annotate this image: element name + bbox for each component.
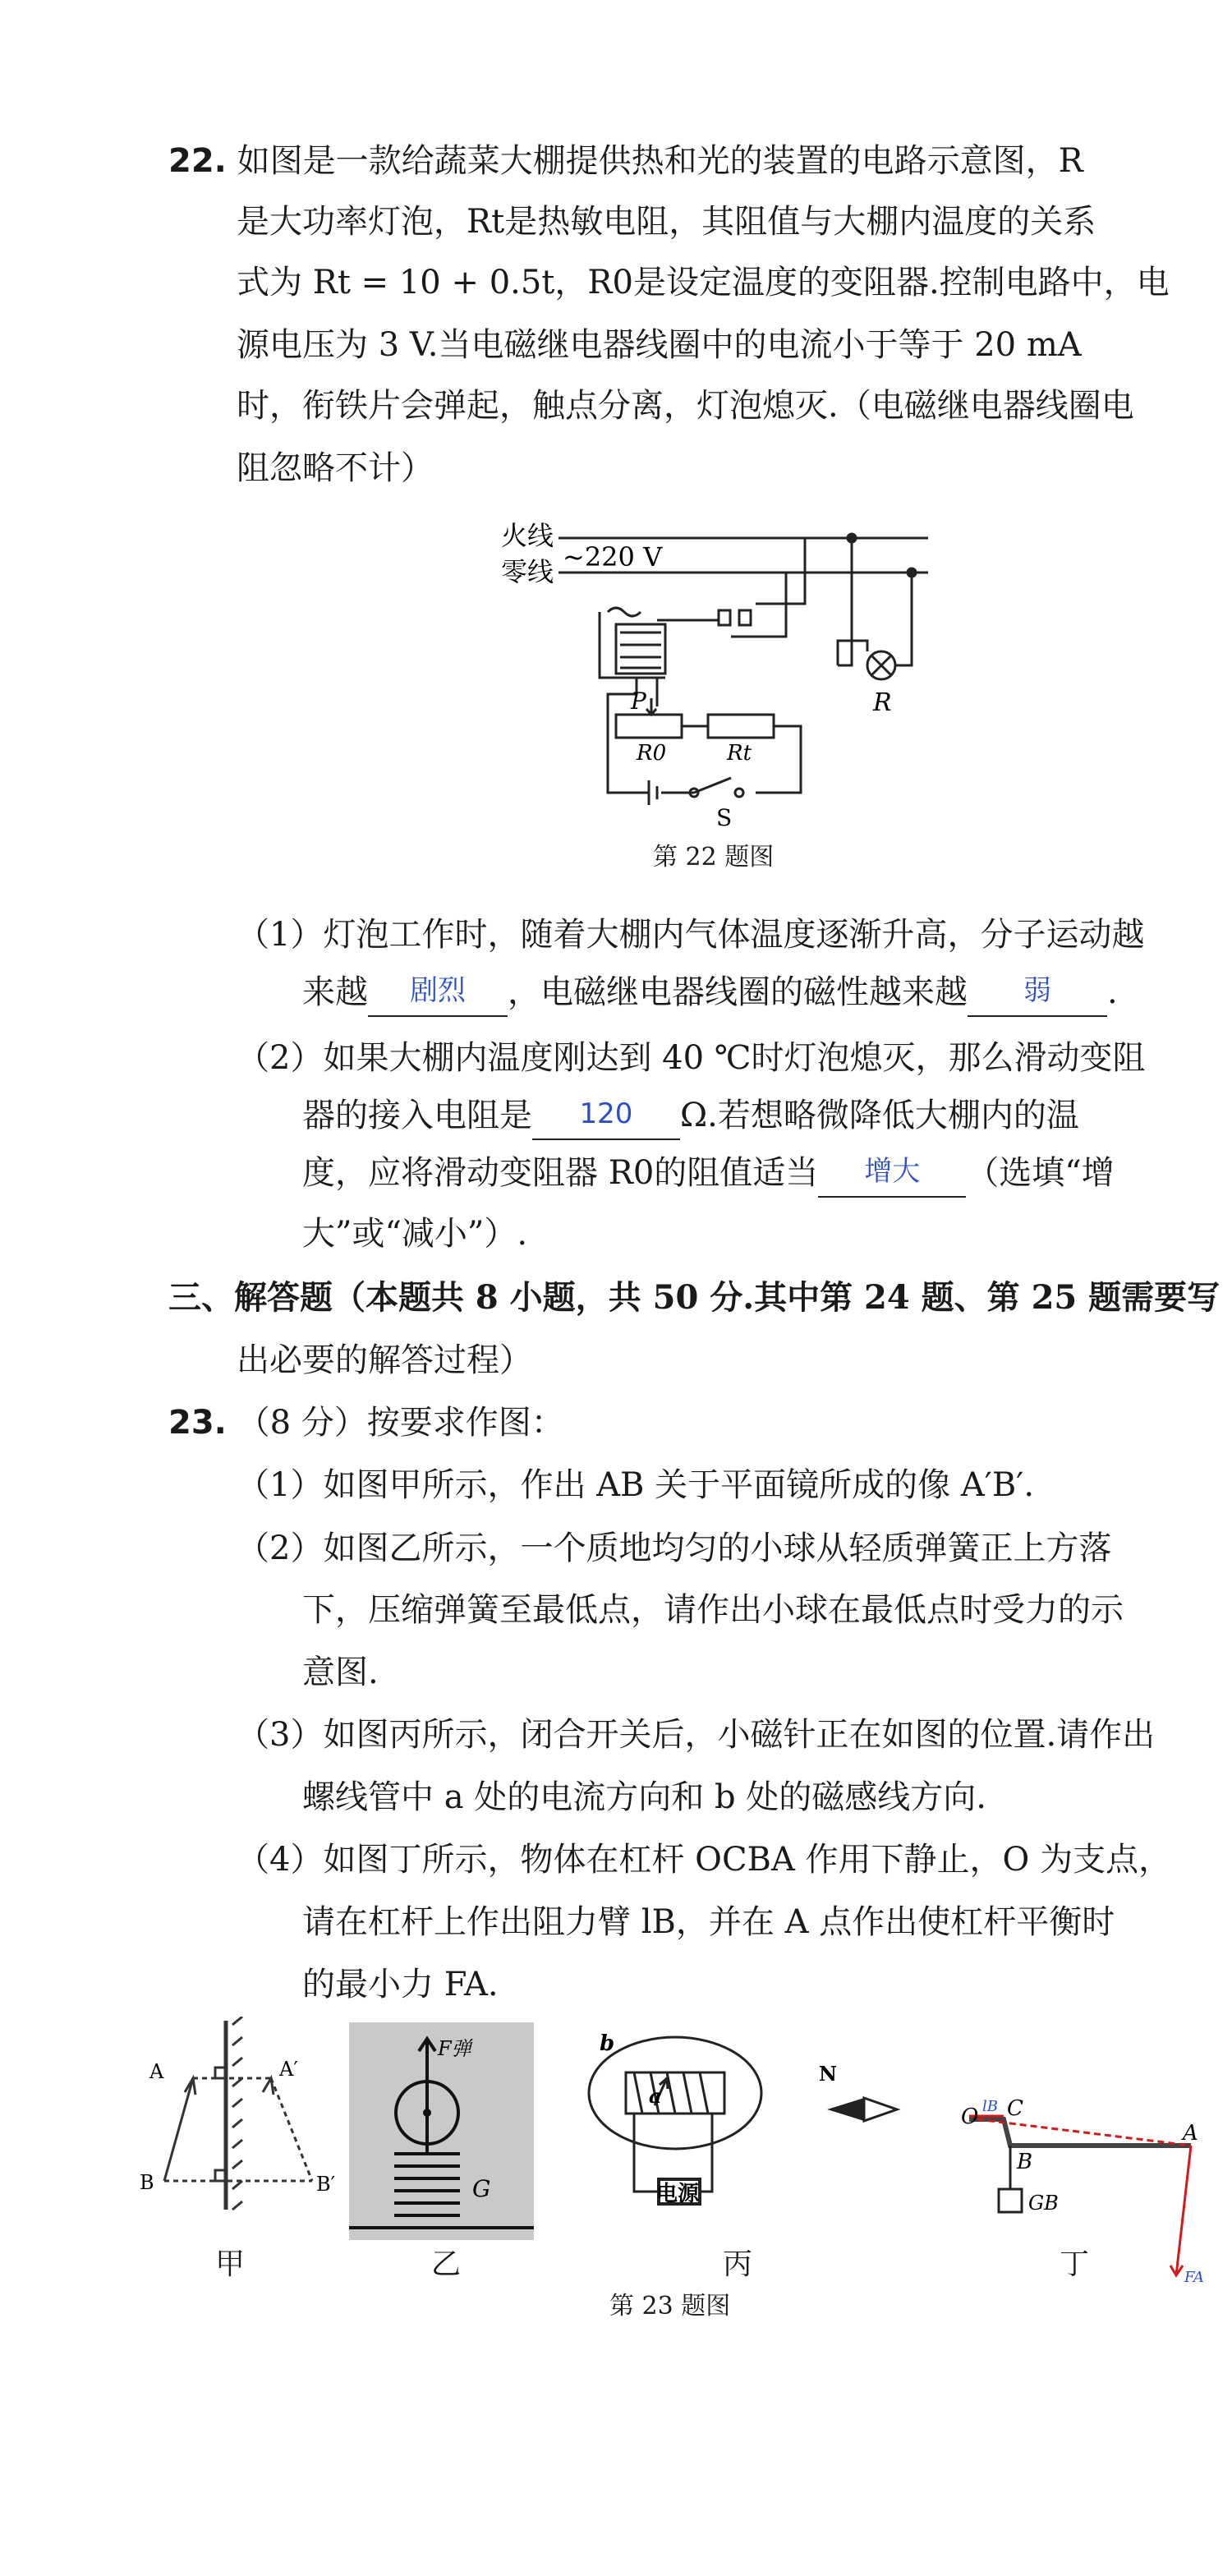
q22-line-3: 式为 Rt = 10 + 0.5t，R0是设定温度的变阻器.控制电路中，电 [237,264,1170,301]
q23-part3-line-2: 螺线管中 a 处的电流方向和 b 处的磁感线方向. [302,1778,987,1816]
point-c-label: C [1007,2096,1023,2121]
q22-part2-line-4: 大”或“减小”）. [302,1215,528,1253]
voltage-label: ~220 V [563,541,663,573]
figure-jia-mirror [115,2017,361,2214]
point-a-lever-label: A [1183,2121,1198,2146]
figure-jia-label: 甲 [215,2247,246,2281]
q22-circuit-diagram [493,513,953,842]
section-3-heading: 三、解答题（本题共 8 小题，共 50 分.其中第 24 题、第 25 题需要写 [168,1278,1221,1317]
q22-part2-line-3: 度，应将滑动变阻器 R0的阻值适当 增大 （选填“增 [302,1148,1115,1201]
q22-figure-caption: 第 22 题图 [653,843,775,872]
slider-p-label: P [631,688,646,715]
rt-label: Rt [727,741,752,766]
q22-part1-line-1: （1）灯泡工作时，随着大棚内气体温度逐渐升高，分子运动越 [237,916,1145,954]
figure-ding-label: 丁 [1060,2247,1090,2281]
q23-number: 23. [168,1404,227,1442]
lb-arm-label: lB [982,2098,998,2115]
point-a-solenoid-label: a [649,2084,662,2108]
answer-blank-3[interactable]: 120 [532,1089,680,1140]
q23-part3-line-1: （3）如图丙所示，闭合开关后，小磁针正在如图的位置.请作出 [237,1716,1156,1754]
compass-n-label: N [819,2062,837,2086]
q23-part4-line-1: （4）如图丁所示，物体在杠杆 OCBA 作用下静止，O 为支点， [237,1841,1172,1879]
answer-blank-4[interactable]: 增大 [818,1147,966,1198]
point-b-lever-label: B [1017,2150,1033,2174]
point-a-label: A [149,2060,164,2083]
q23-part4-line-2: 请在杠杆上作出阻力臂 lB，并在 A 点作出使杠杆平衡时 [302,1903,1115,1941]
figure-yi-spring [349,2022,534,2240]
power-source-label: 电源 [656,2182,700,2206]
q23-part1: （1）如图甲所示，作出 AB 关于平面镜所成的像 A′B′. [237,1466,1035,1504]
fire-wire-label: 火线 [501,520,554,551]
q22-part2-line-1: （2）如果大棚内温度刚达到 40 ℃时灯泡熄灭，那么滑动变阻 [237,1039,1146,1077]
q22-text: 如图是一款给蔬菜大棚提供热和光的装置的电路示意图，R [237,142,1083,180]
section-3-line-2: 出必要的解答过程） [237,1341,532,1379]
figure-bing-solenoid [585,2027,913,2233]
spring-force-label: F弹 [438,2037,471,2060]
r0-label: R0 [637,741,667,766]
point-b-label: B [140,2171,154,2194]
point-b-prime-label: B′ [316,2173,336,2196]
gravity-g-label: G [472,2175,491,2202]
answer-blank-2[interactable]: 弱 [968,966,1107,1017]
figure-yi-label: 乙 [431,2247,462,2281]
q23-part4-line-3: 的最小力 FA. [302,1966,499,2003]
point-a-prime-label: A′ [279,2058,298,2081]
q23-part2-line-2: 下，压缩弹簧至最低点，请作出小球在最低点时受力的示 [302,1591,1124,1629]
fa-force-label: FA [1184,2269,1204,2284]
figure-bing-label: 丙 [723,2247,753,2281]
q22-part1-line-2: 来越 剧烈 ，电磁继电器线圈的磁性越来越 弱 . [302,968,1118,1020]
lamp-r-label: R [873,688,892,717]
q22-line-2: 是大功率灯泡，Rt是热敏电阻，其阻值与大棚内温度的关系 [237,203,1096,241]
q22-line-4: 源电压为 3 V.当电磁继电器线圈中的电流小于等于 20 mA [237,326,1082,364]
q22-part2-line-2: 器的接入电阻是 120 Ω.若想略微降低大棚内的温 [302,1091,1079,1143]
switch-s-label: S [716,804,733,831]
neutral-wire-label: 零线 [501,556,554,587]
point-b-solenoid-label: b [600,2031,615,2056]
q23-part2-line-3: 意图. [302,1654,379,1691]
q22-number: 22. [168,142,227,180]
q23-part2-line-1: （2）如图乙所示，一个质地均匀的小球从轻质弹簧正上方落 [237,1530,1112,1567]
q23-figure-caption: 第 23 题图 [609,2292,731,2321]
gb-weight-label: GB [1028,2192,1059,2215]
q22-line-1 [168,136,1083,186]
pivot-o-label: O [961,2104,979,2129]
answer-blank-1[interactable]: 剧烈 [368,966,508,1017]
q23-head: 23. （8 分）按要求作图： [168,1404,564,1442]
q22-line-5: 时，衔铁片会弹起，触点分离，灯泡熄灭.（电磁继电器线圈电 [237,387,1134,425]
q22-line-6: 阻忽略不计） [237,449,434,487]
